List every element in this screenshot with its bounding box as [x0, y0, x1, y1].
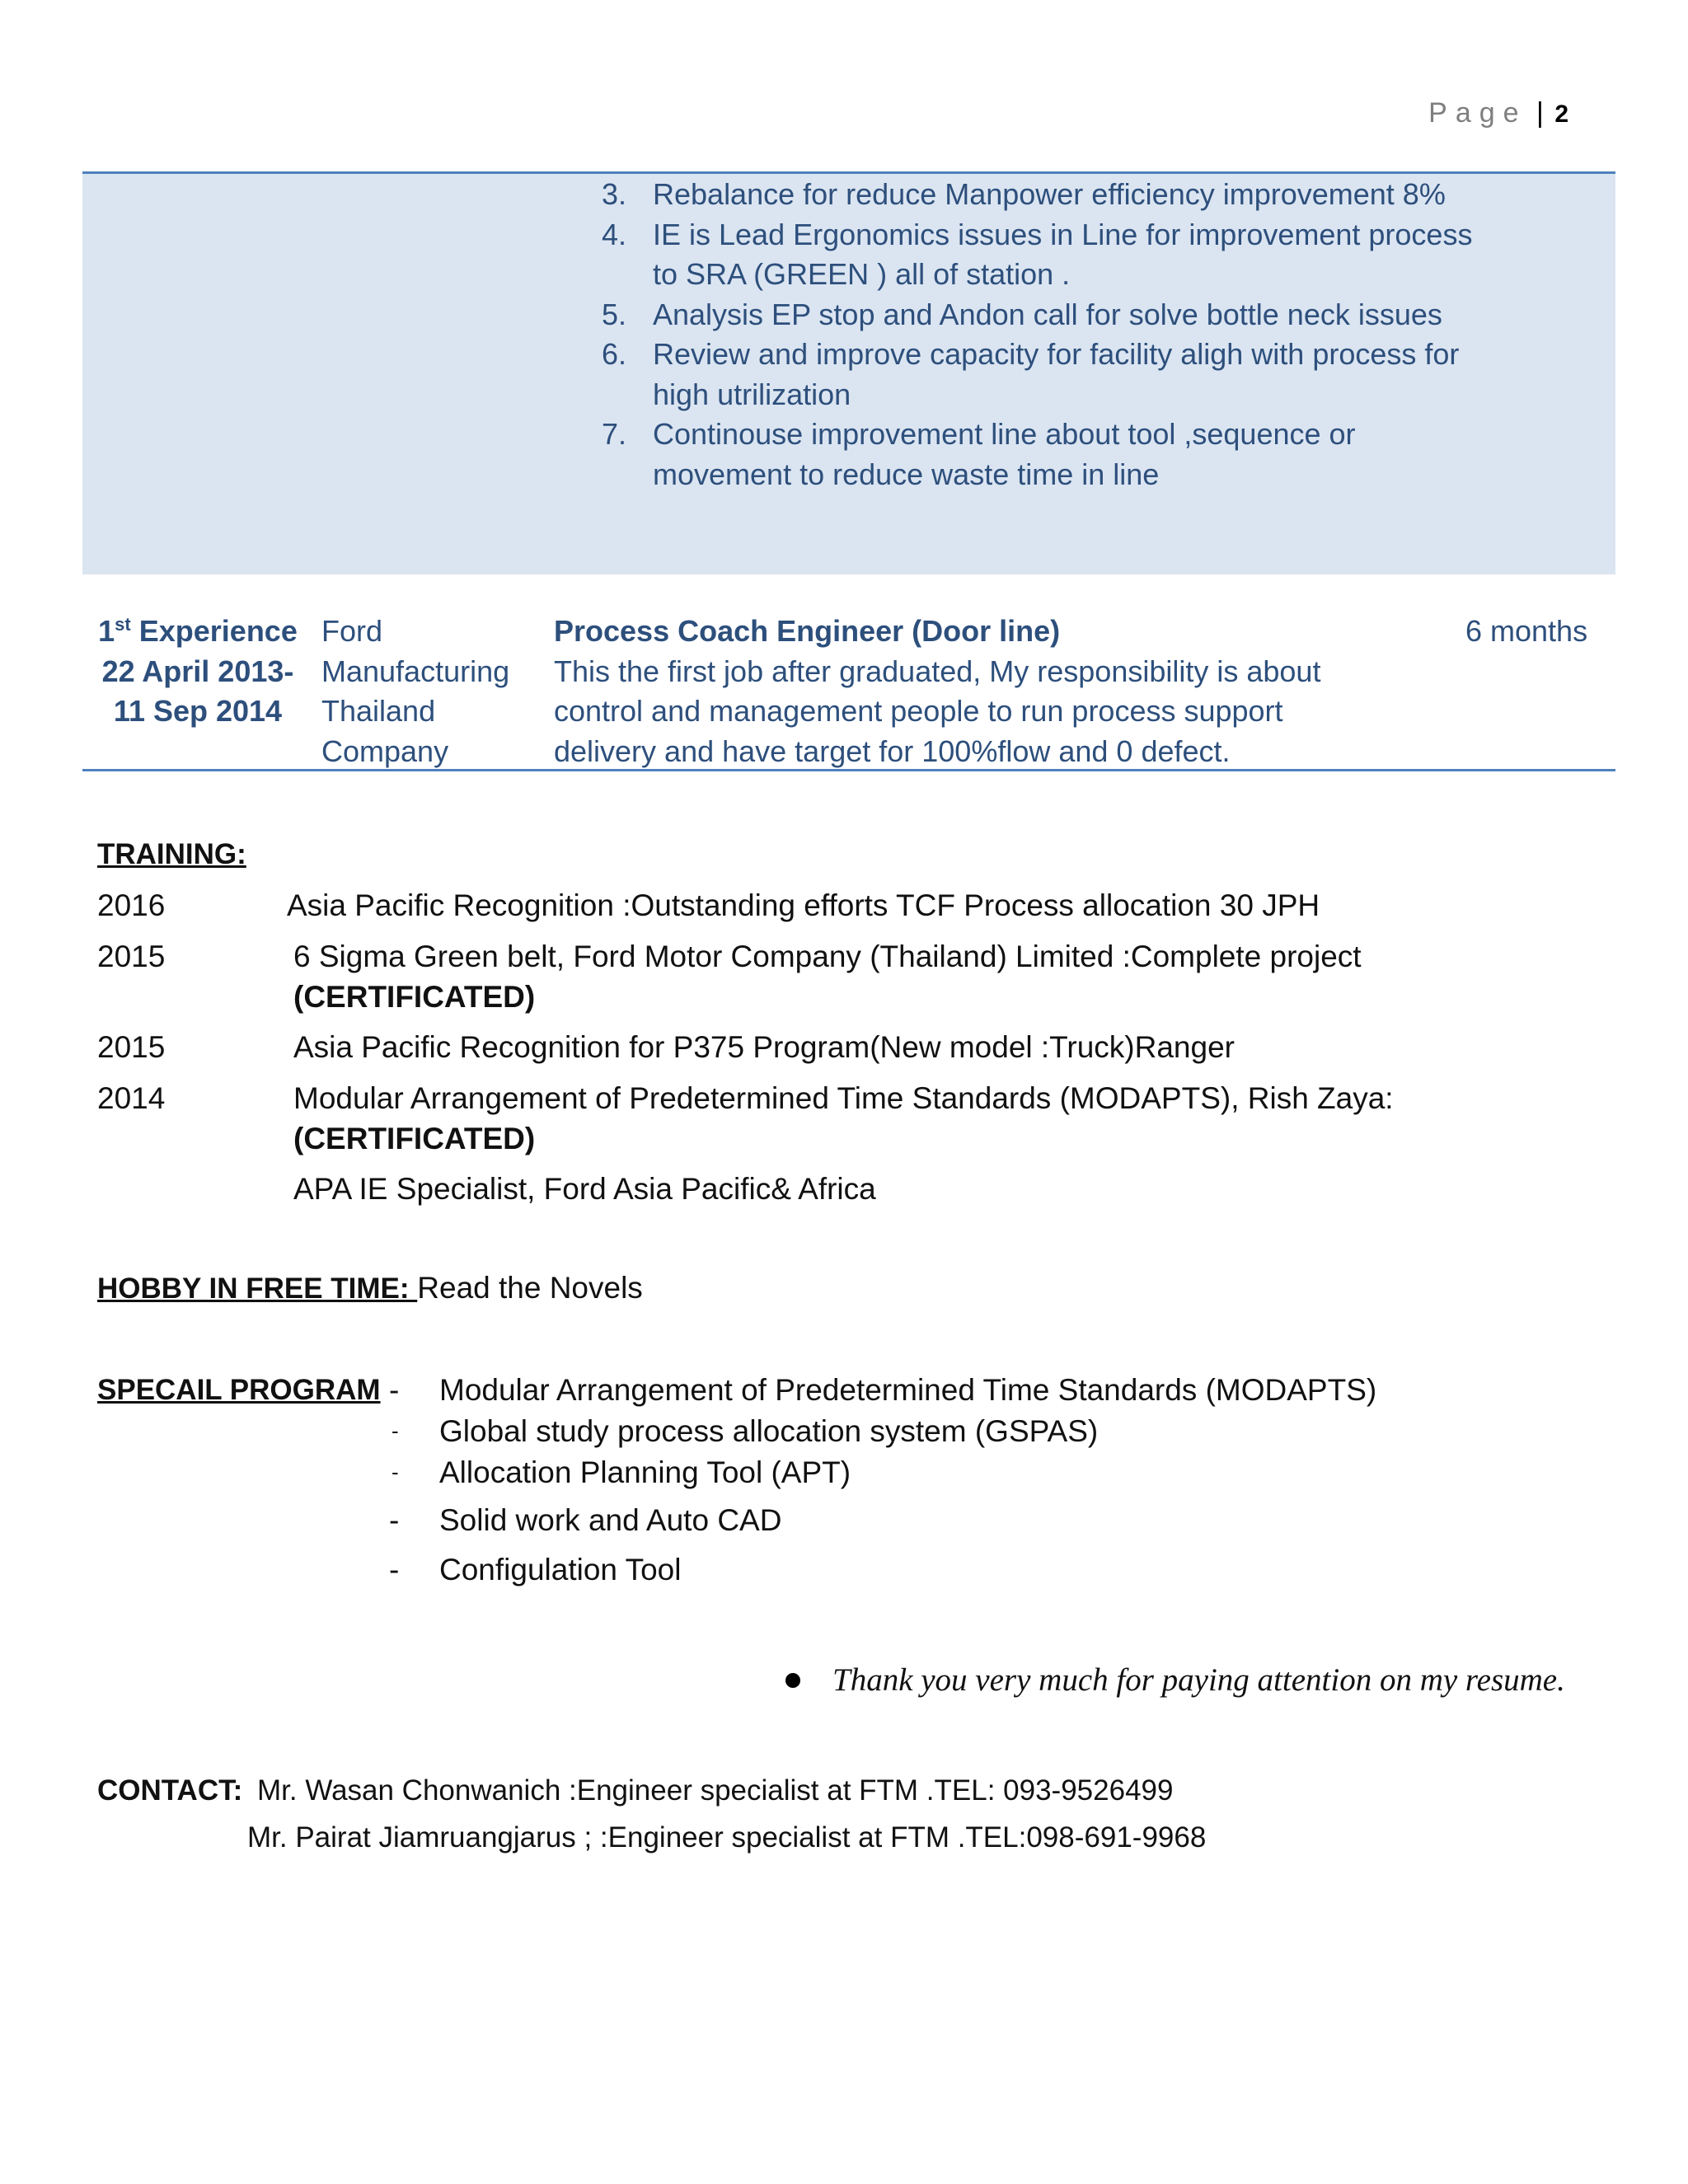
training-text: Asia Pacific Recognition for P375 Program(New model :Truck)Ranger	[293, 1030, 1235, 1064]
hobby-line	[97, 1268, 643, 1309]
list-text: Continouse improvement line about tool ,sequence or movement to reduce waste time in line	[653, 417, 1356, 491]
page-number: 2	[1554, 101, 1568, 128]
page-header	[1428, 97, 1568, 129]
experience-description	[554, 612, 1461, 771]
program-dash: -	[389, 1373, 400, 1407]
page-label: Page	[1428, 97, 1527, 129]
experience-date-end: 11 Sep 2014	[113, 694, 283, 728]
list-item	[602, 415, 1477, 494]
program-item: Configulation Tool	[439, 1553, 682, 1586]
training-certificate: (CERTIFICATED)	[293, 1122, 536, 1155]
experience-date-start: 22 April 2013-	[101, 654, 294, 688]
list-item	[602, 215, 1477, 295]
hobby-heading: HOBBY IN FREE TIME:	[97, 1272, 418, 1305]
list-number: 6.	[602, 337, 627, 371]
description-line: This the first job after graduated, My responsibility is about	[554, 654, 1321, 688]
program-dash: -	[392, 1418, 399, 1443]
training-year: 2014	[97, 1081, 166, 1115]
list-number: 7.	[602, 417, 627, 451]
list-item	[602, 295, 1477, 335]
contact-person: Mr. Pairat Jiamruangjarus ; :Engineer specialist at FTM .TEL:098-691-9968	[247, 1821, 1207, 1854]
company-line: Company	[321, 733, 449, 768]
experience-company	[321, 612, 560, 771]
program-item: Global study process allocation system (GSPAS)	[439, 1414, 1099, 1448]
list-number: 3.	[602, 177, 627, 211]
program-item: Solid work and Auto CAD	[439, 1503, 782, 1537]
list-number: 5.	[602, 297, 627, 331]
bullet-icon	[785, 1673, 800, 1688]
special-program-heading: SPECAIL PROGRAM	[97, 1374, 381, 1406]
training-text: 6 Sigma Green belt, Ford Motor Company (Thailand) Limited :Complete project	[293, 940, 1362, 973]
experience-ordinal-suffix: st	[115, 614, 131, 635]
contact-heading: CONTACT:	[97, 1774, 243, 1807]
experience-ordinal: 1	[98, 614, 115, 648]
training-text: Asia Pacific Recognition :Outstanding efforts TCF Process allocation 30 JPH	[287, 888, 1320, 922]
section-divider	[82, 769, 1615, 771]
list-item	[602, 175, 1477, 215]
list-text: Rebalance for reduce Manpower efficiency improvement 8%	[653, 177, 1446, 211]
thank-you-note: Thank you very much for paying attention on my resume.	[832, 1662, 1565, 1698]
training-extra: APA IE Specialist, Ford Asia Pacific& Africa	[293, 1172, 876, 1206]
program-dash: -	[389, 1553, 400, 1586]
list-item	[602, 335, 1477, 415]
program-item: Modular Arrangement of Predetermined Time Standards (MODAPTS)	[439, 1373, 1377, 1407]
list-text: Analysis EP stop and Andon call for solve bottle neck issues	[653, 297, 1442, 331]
experience-duration: 6 months	[1465, 614, 1588, 648]
list-text: Review and improve capacity for facility aligh with process for high utrilization	[653, 337, 1460, 411]
description-line: delivery and have target for 100%flow and 0 defect.	[554, 733, 1231, 768]
training-certificate: (CERTIFICATED)	[293, 980, 536, 1014]
contact-line	[97, 1770, 1173, 1811]
list-number: 4.	[602, 217, 627, 251]
experience-title: Experience	[130, 614, 298, 648]
hobby-text: Read the Novels	[417, 1271, 643, 1305]
list-text: IE is Lead Ergonomics issues in Line for improvement process to SRA (GREEN ) all of station .	[653, 217, 1473, 291]
training-heading: TRAINING:	[97, 838, 246, 870]
program-dash: -	[389, 1503, 400, 1537]
training-year: 2016	[97, 888, 166, 922]
company-line: Thailand	[321, 694, 436, 728]
description-line: control and management people to run process support	[554, 694, 1283, 728]
experience-position: Process Coach Engineer (Door line)	[554, 614, 1061, 648]
training-text: Modular Arrangement of Predetermined Time Standards (MODAPTS), Rish Zaya:	[293, 1081, 1394, 1115]
program-item: Allocation Planning Tool (APT)	[439, 1455, 851, 1489]
program-dash: -	[392, 1460, 399, 1484]
company-line: Manufacturing	[321, 654, 510, 688]
training-year: 2015	[97, 940, 166, 973]
duty-list	[602, 175, 1477, 494]
contact-person: Mr. Wasan Chonwanich :Engineer specialist at FTM .TEL: 093-9526499	[257, 1774, 1174, 1807]
experience-label	[82, 612, 313, 732]
training-year: 2015	[97, 1030, 166, 1064]
page-separator: |	[1536, 97, 1544, 129]
company-line: Ford	[321, 614, 383, 648]
